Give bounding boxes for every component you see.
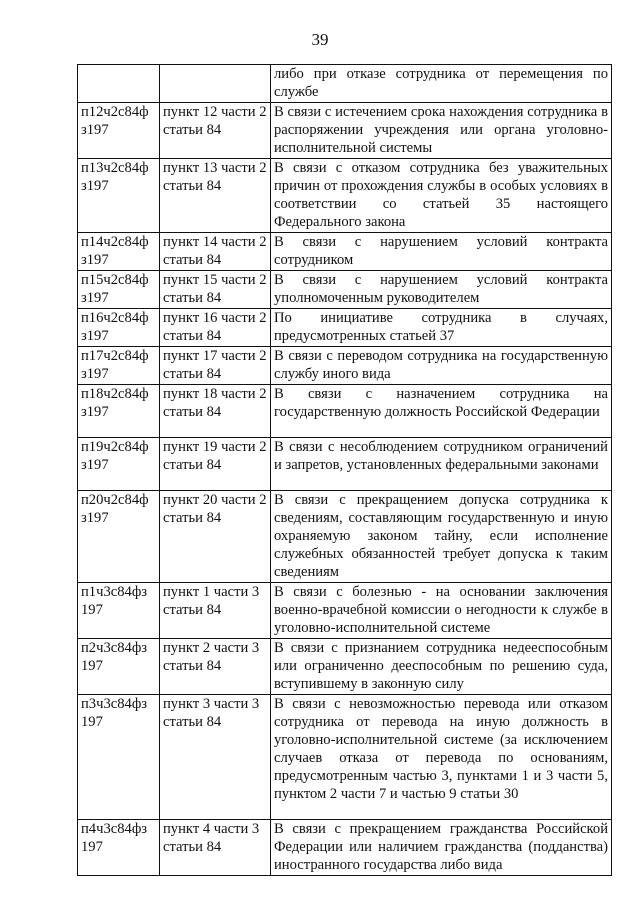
description-cell: В связи с нарушением условий контракта сотрудником	[271, 233, 612, 271]
table-row	[78, 103, 612, 159]
description-cell: В связи с признанием сотрудника недееспособным или ограниченно дееспособным по решению суда, вступившему в законную силу	[271, 639, 612, 695]
code-cell: п16ч2с84ф з197	[78, 309, 160, 347]
table-row	[78, 347, 612, 385]
description-cell: В связи с истечением срока нахождения сотрудника в распоряжении учреждения или органа уголовно-исполнительной системы	[271, 103, 612, 159]
description-cell: В связи с назначением сотрудника на государственную должность Российской Федерации	[271, 385, 612, 438]
table-row	[78, 233, 612, 271]
description-cell: В связи с прекращением допуска сотрудника к сведениям, составляющим государственную и иную охраняемую законом тайну, если исполнение служебных обязанностей требует допуска к таким сведениям	[271, 491, 612, 583]
table-row	[78, 583, 612, 639]
table-row	[78, 639, 612, 695]
code-cell: п2ч3с84фз 197	[78, 639, 160, 695]
page-number: 39	[311, 30, 329, 49]
code-cell: п15ч2с84ф з197	[78, 271, 160, 309]
point-cell: пункт 17 части 2 статьи 84	[160, 347, 271, 385]
table-row	[78, 271, 612, 309]
code-cell	[78, 65, 160, 103]
point-cell: пункт 15 части 2 статьи 84	[160, 271, 271, 309]
code-cell: п1ч3с84фз 197	[78, 583, 160, 639]
description-cell: В связи с невозможностью перевода или отказом сотрудника от перевода на иную должность в уголовно-исполнительной системе (за исключением случаев отказа от перевода по основаниям, предусмотренным частью 3, пунктами 1 и 3 части 5, пунктом 2 части 7 и частью 9 статьи 30	[271, 695, 612, 820]
point-cell: пункт 16 части 2 статьи 84	[160, 309, 271, 347]
code-cell: п13ч2с84ф з197	[78, 159, 160, 233]
code-cell: п3ч3с84фз 197	[78, 695, 160, 820]
table-row	[78, 491, 612, 583]
table-row	[78, 438, 612, 491]
dismissal-grounds-table	[77, 64, 612, 876]
point-cell: пункт 2 части 3 статьи 84	[160, 639, 271, 695]
description-cell: либо при отказе сотрудника от перемещения по службе	[271, 65, 612, 103]
code-cell: п18ч2с84ф з197	[78, 385, 160, 438]
table-row	[78, 309, 612, 347]
point-cell	[160, 65, 271, 103]
table-row	[78, 695, 612, 820]
code-cell: п14ч2с84ф з197	[78, 233, 160, 271]
table-row	[78, 65, 612, 103]
point-cell: пункт 1 части 3 статьи 84	[160, 583, 271, 639]
description-cell: По инициативе сотрудника в случаях, предусмотренных статьей 37	[271, 309, 612, 347]
description-cell: В связи с болезнью - на основании заключения военно-врачебной комиссии о негодности к службе в уголовно-исполнительной системе	[271, 583, 612, 639]
code-cell: п20ч2с84ф з197	[78, 491, 160, 583]
point-cell: пункт 4 части 3 статьи 84	[160, 820, 271, 876]
table-row	[78, 159, 612, 233]
code-cell: п19ч2с84ф з197	[78, 438, 160, 491]
description-cell: В связи с прекращением гражданства Российской Федерации или наличием гражданства (подданства) иностранного государства либо вида	[271, 820, 612, 876]
point-cell: пункт 20 части 2 статьи 84	[160, 491, 271, 583]
table-row	[78, 820, 612, 876]
point-cell: пункт 3 части 3 статьи 84	[160, 695, 271, 820]
code-cell: п17ч2с84ф з197	[78, 347, 160, 385]
point-cell: пункт 14 части 2 статьи 84	[160, 233, 271, 271]
table-row	[78, 385, 612, 438]
point-cell: пункт 18 части 2 статьи 84	[160, 385, 271, 438]
description-cell: В связи с несоблюдением сотрудником ограничений и запретов, установленных федеральными законами	[271, 438, 612, 491]
code-cell: п12ч2с84ф з197	[78, 103, 160, 159]
code-cell: п4ч3с84фз 197	[78, 820, 160, 876]
point-cell: пункт 12 части 2 статьи 84	[160, 103, 271, 159]
description-cell: В связи с отказом сотрудника без уважительных причин от прохождения службы в особых условиях в соответствии со статьей 35 настоящего Федерального закона	[271, 159, 612, 233]
description-cell: В связи с переводом сотрудника на государственную службу иного вида	[271, 347, 612, 385]
description-cell: В связи с нарушением условий контракта уполномоченным руководителем	[271, 271, 612, 309]
point-cell: пункт 19 части 2 статьи 84	[160, 438, 271, 491]
point-cell: пункт 13 части 2 статьи 84	[160, 159, 271, 233]
